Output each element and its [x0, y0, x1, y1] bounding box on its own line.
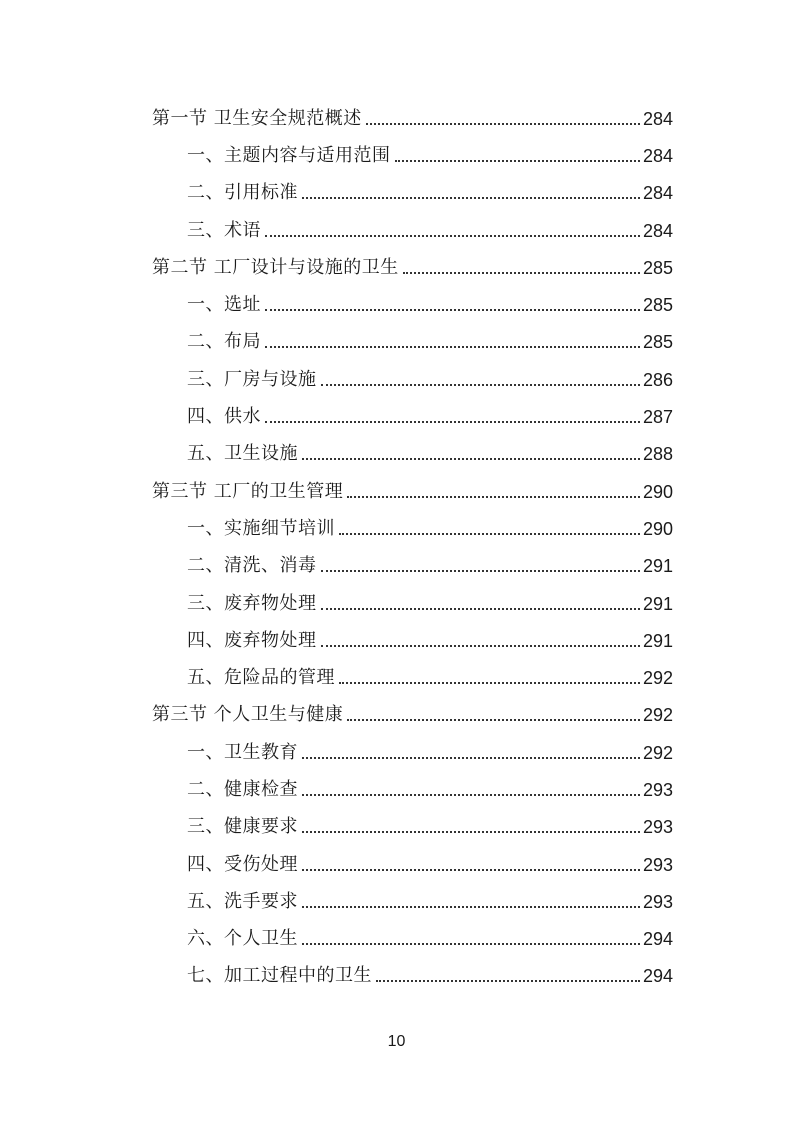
- toc-entry: [0, 890, 673, 912]
- toc-entry-label: 一、主题内容与适用范围: [187, 144, 391, 166]
- toc-dot-leader: [302, 906, 640, 908]
- toc-subsection-row: [0, 212, 793, 249]
- toc-dot-leader: [321, 645, 640, 647]
- toc-entry-page: 290: [642, 518, 673, 539]
- page-number: 10: [387, 1033, 406, 1050]
- toc-subsection-row: [0, 137, 793, 174]
- toc-dot-leader: [302, 794, 640, 796]
- toc-dot-leader: [347, 496, 640, 498]
- toc-entry-label: 五、洗手要求: [187, 890, 298, 912]
- toc-entry-page: 291: [642, 556, 673, 577]
- toc-entry-page: 292: [642, 668, 673, 689]
- toc-entry-page: 285: [642, 295, 673, 316]
- toc-subsection-row: [0, 846, 793, 883]
- toc-entry-page: 293: [642, 779, 673, 800]
- toc-entry-page: 284: [642, 108, 673, 129]
- toc-entry: [0, 592, 673, 614]
- toc-entry: [0, 408, 673, 426]
- toc-subsection-row: [0, 622, 793, 659]
- toc-subsection-row: [0, 809, 793, 846]
- toc-entry-page: 291: [642, 630, 673, 651]
- toc-entry-label: 一、选址: [187, 294, 261, 316]
- toc-entry-page: 293: [642, 854, 673, 875]
- toc-dot-leader: [302, 831, 640, 833]
- toc-entry-page: 288: [642, 444, 673, 465]
- toc-entry: [0, 256, 673, 278]
- toc-entry-label: 五、卫生设施: [187, 443, 298, 465]
- toc-dot-leader: [339, 533, 640, 535]
- toc-entry: [0, 368, 673, 390]
- toc-entry: [0, 629, 673, 651]
- toc-entry-page: 294: [642, 966, 673, 987]
- toc-entry: [0, 706, 673, 724]
- toc-entry-label: 第二节 工厂设计与设施的卫生: [152, 256, 399, 278]
- toc-entry-page: 284: [642, 220, 673, 241]
- toc-entry-label: 一、实施细节培训: [187, 517, 335, 539]
- toc-section-row: [0, 249, 793, 286]
- toc-subsection-row: [0, 771, 793, 808]
- toc-dot-leader: [403, 272, 640, 274]
- toc-entry: [0, 818, 673, 836]
- toc-entry-page: 287: [642, 407, 673, 428]
- toc-entry: [0, 184, 673, 202]
- toc-entry: [0, 930, 673, 948]
- toc-subsection-row: [0, 585, 793, 622]
- toc-subsection-row: [0, 510, 793, 547]
- toc-entry-page: 290: [642, 481, 673, 502]
- toc-dot-leader: [265, 235, 640, 237]
- toc-entry-page: 284: [642, 183, 673, 204]
- toc-entry-page: 291: [642, 593, 673, 614]
- toc-dot-leader: [302, 197, 640, 199]
- toc-entry-label: 四、供水: [187, 406, 261, 428]
- toc-entry-label: 六、个人卫生: [187, 928, 298, 950]
- toc-entry: [0, 144, 673, 166]
- toc-entry: [0, 296, 673, 314]
- toc-entry: [0, 517, 673, 539]
- toc-subsection-row: [0, 958, 793, 995]
- toc-entry-label: 二、清洗、消毒: [187, 555, 317, 577]
- toc-entry-label: 二、健康检查: [187, 778, 298, 800]
- toc-entry-label: 二、引用标准: [187, 182, 298, 204]
- toc-entry-label: 一、卫生教育: [187, 741, 298, 763]
- toc-entry-label: 第一节 卫生安全规范概述: [152, 107, 362, 129]
- toc-dot-leader: [376, 980, 640, 982]
- toc-dot-leader: [302, 458, 640, 460]
- toc-dot-leader: [321, 570, 640, 572]
- toc-entry: [0, 669, 673, 687]
- toc-subsection-row: [0, 324, 793, 361]
- toc-dot-leader: [321, 384, 640, 386]
- toc-dot-leader: [347, 719, 640, 721]
- toc-entry-label: 第三节 个人卫生与健康: [152, 704, 344, 726]
- toc-dot-leader: [321, 608, 640, 610]
- toc-subsection-row: [0, 734, 793, 771]
- toc-entry: [0, 778, 673, 800]
- toc-entry-label: 四、受伤处理: [187, 853, 298, 875]
- toc-entry-page: 292: [642, 742, 673, 763]
- toc-entry-label: 第三节 工厂的卫生管理: [152, 480, 344, 502]
- toc-subsection-row: [0, 548, 793, 585]
- toc-subsection-row: [0, 286, 793, 323]
- toc-dot-leader: [366, 123, 640, 125]
- toc-dot-leader: [302, 943, 640, 945]
- toc-entry-label: 四、废弃物处理: [187, 629, 317, 651]
- toc-dot-leader: [265, 346, 640, 348]
- toc-subsection-row: [0, 398, 793, 435]
- toc-dot-leader: [265, 421, 640, 423]
- toc-entry-page: 284: [642, 145, 673, 166]
- toc-entry-label: 三、废弃物处理: [187, 592, 317, 614]
- toc-dot-leader: [395, 160, 640, 162]
- toc-entry: [0, 219, 673, 241]
- toc-entry-label: 二、布局: [187, 331, 261, 353]
- toc-entry-page: 286: [642, 369, 673, 390]
- toc-subsection-row: [0, 361, 793, 398]
- toc-entry-label: 三、厂房与设施: [187, 368, 317, 390]
- toc-section-row: [0, 473, 793, 510]
- toc-dot-leader: [265, 309, 640, 311]
- toc-entry-label: 七、加工过程中的卫生: [187, 965, 372, 987]
- toc-entry: [0, 445, 673, 463]
- toc-subsection-row: [0, 921, 793, 958]
- toc-entry-label: 三、术语: [187, 219, 261, 241]
- toc-entry-page: 294: [642, 929, 673, 950]
- toc-entry: [0, 853, 673, 875]
- toc-entry: [0, 967, 673, 985]
- toc-entry-page: 292: [642, 705, 673, 726]
- toc-subsection-row: [0, 883, 793, 920]
- toc-entry: [0, 741, 673, 763]
- toc-entry: [0, 107, 673, 129]
- toc-entry-page: 293: [642, 817, 673, 838]
- toc-subsection-row: [0, 175, 793, 212]
- toc-entry-label: 三、健康要求: [187, 816, 298, 838]
- toc-entry-page: 293: [642, 891, 673, 912]
- toc-section-row: [0, 100, 793, 137]
- toc-entry: [0, 480, 673, 502]
- toc-entry: [0, 333, 673, 351]
- table-of-contents: [0, 100, 793, 995]
- toc-entry-label: 五、危险品的管理: [187, 667, 335, 689]
- toc-dot-leader: [339, 682, 640, 684]
- toc-dot-leader: [302, 757, 640, 759]
- toc-entry: [0, 557, 673, 575]
- toc-subsection-row: [0, 659, 793, 696]
- toc-section-row: [0, 697, 793, 734]
- toc-dot-leader: [302, 869, 640, 871]
- toc-subsection-row: [0, 436, 793, 473]
- toc-entry-page: 285: [642, 332, 673, 353]
- toc-entry-page: 285: [642, 257, 673, 278]
